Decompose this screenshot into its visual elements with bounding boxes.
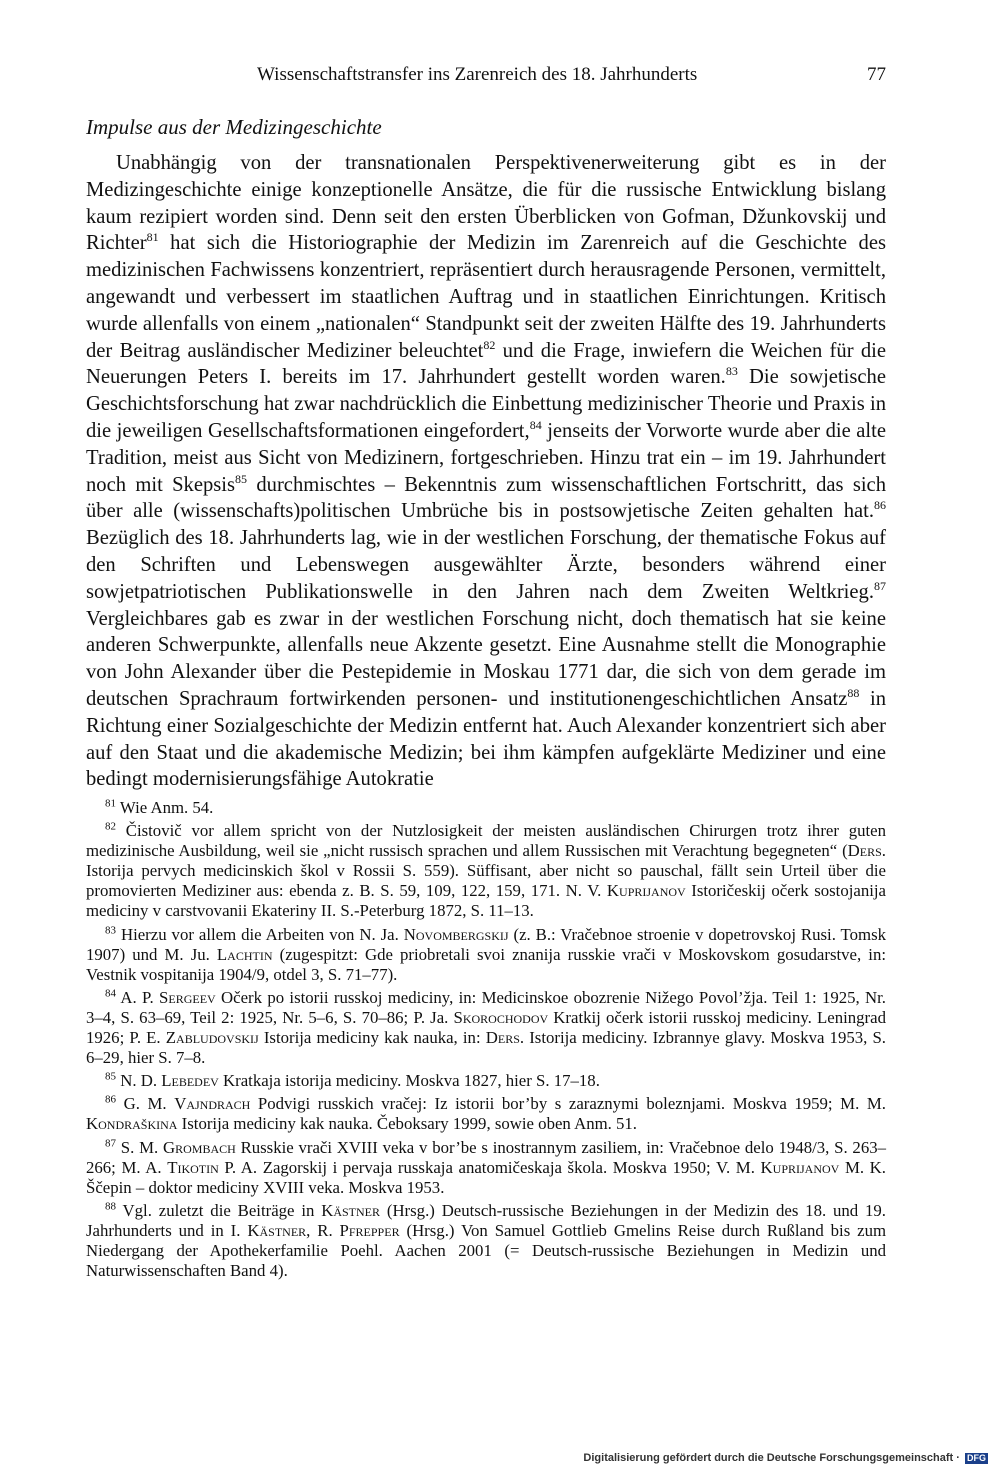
author-name: Zabludovskij xyxy=(165,1028,259,1048)
footnote-text: Očerk po istorii russkoj mediciny, in: Medicinskoe obozrenie Nižego Povol’žja. Teil 1: 1925, Nr. 3–4, S. 63–69, Teil 2: 1925, Nr. 5–6, S. 70–86; P. Ja. xyxy=(86,987,886,1027)
footnote-text: P. A. Zagorskij i pervaja russkaja anatomičeskaja škola. Moskva 1950; V. M. xyxy=(218,1157,761,1177)
footnote-text: (z. B.: Vračebnoe stroenie v dopetrovskoj Rusi. Tomsk 1907) und M. Ju. xyxy=(86,924,886,964)
footnote xyxy=(86,1138,886,1198)
footnote-number: 82 xyxy=(105,820,116,833)
footnote-text: (zugespitzt: Gde priobretali svoi znanija russkie vrači v Moskovskom gosudarstve, in: Vestnik vospitanija 1904/9, otdel 3, S. 71–77). xyxy=(86,944,886,984)
body-text-segment: durchmischtes – Bekenntnis zum wissenschaftlichen Fortschritt, das sich über alle (wissenschafts)politischen Umbrüche bis in postsowjetische Zeiten gehalten hat. xyxy=(86,473,886,523)
footnote-text: Istorija mediciny. Izbrannye glavy. Moskva 1953, S. 6–29, hier S. 7–8. xyxy=(86,1028,886,1068)
footnote-text: Istoričeskij očerk sostojanija mediciny v carstvovanii Ekateriny II. S.-Peterburg 1872, S. 11–13. xyxy=(86,881,886,921)
footnote xyxy=(86,925,886,985)
body-paragraph xyxy=(86,150,886,793)
footnote-text: Istorija mediciny kak nauka. Čeboksary 1999, sowie oben Anm. 51. xyxy=(177,1114,638,1134)
footnote-ref: 82 xyxy=(483,337,496,352)
footnote-ref: 86 xyxy=(874,498,886,513)
footer-text: Digitalisierung gefördert durch die Deutsche Forschungsgemeinschaft · xyxy=(583,1452,960,1464)
running-header xyxy=(86,64,886,90)
footnote xyxy=(86,1071,886,1091)
footnote-text: G. M. xyxy=(123,1094,175,1114)
footnote xyxy=(86,821,886,921)
body-text-segment: Vergleichbares gab es zwar in der westlichen Forschung nicht, doch thematisch hat sie keine anderen Schwerpunkte, allenfalls neue Akzente gesetzt. Eine Ausnahme stellt die Monographie von John Alexander über die Pestepidemie in Moskau 1771 dar, die sich von dem gerade im deutschen Sprachraum fortwirkenden personen- und institutionengeschichtlichen Ansatz xyxy=(86,607,886,710)
author-name: Kästner xyxy=(321,1200,381,1220)
author-name: Kondraškina xyxy=(86,1114,178,1134)
page-number: 77 xyxy=(867,64,886,85)
footnote xyxy=(86,798,886,818)
footnote-ref: 85 xyxy=(235,471,248,486)
author-name: Vajndrach xyxy=(174,1094,251,1114)
footnote-text: (Hrsg.) Von Samuel Gottlieb Gmelins Reise durch Rußland bis zum Niedergang der Apothekerfamilie Poehl. Aachen 2001 (= Deutsch-russische Beziehungen in Medizin und Naturwissenschaften Band 4). xyxy=(86,1220,887,1281)
author-name: Kuprijanov xyxy=(606,881,686,901)
footnote-text: , R. xyxy=(306,1220,340,1240)
footnote-text: N. D. xyxy=(120,1071,162,1091)
body-text-segment: jenseits der Vorworte wurde aber die alte Tradition, meist aus Sicht von Medizinern, fortgeschrieben. Hinzu trat ein – im 19. Jahrhundert noch mit Skepsis xyxy=(86,419,886,496)
footnote-ref: 87 xyxy=(874,578,886,593)
author-name: Pfrepper xyxy=(339,1220,400,1240)
footnote-number: 87 xyxy=(105,1136,116,1149)
body-text-segment: in Richtung einer Sozialgeschichte der Medizin entfernt hat. Auch Alexander konzentriert sich aber auf den Staat und die akademische Medizin; bei ihm kämpfen aufgeklärte Mediziner und eine bedingt modernisierungsfähige Autokratie xyxy=(86,687,886,791)
digitization-footer xyxy=(583,1452,988,1464)
author-name: Lachtin xyxy=(216,944,273,964)
body-text-segment: Die sowjetische Geschichtsforschung hat zwar nachdrücklich die Einbettung medizinischer Theorie und Praxis in die jeweiligen Gesellschaftsformationen eingefordert, xyxy=(86,366,886,442)
author-name: Sergeev xyxy=(159,987,216,1007)
footnote-text: Istorija pervych medicinskich škol v Rossii S. 559). Süffisant, aber nicht so pauschal, fällt sein Urteil über die promovierten Mediziner aus: ebenda z. B. S. 59, 109, 122, 159, 171. N. V. xyxy=(86,861,886,901)
footnote-ref: 83 xyxy=(725,364,738,379)
footnote-ref: 84 xyxy=(529,418,542,433)
footnote-text: M. K. Ščepin – doktor mediciny XVIII veka. Moskva 1953. xyxy=(86,1157,886,1197)
section-title: Impulse aus der Medizingeschichte xyxy=(86,115,382,139)
footnote-text: S. M. xyxy=(120,1137,163,1157)
footnotes xyxy=(86,798,886,1284)
author-name: Ders. xyxy=(485,1028,525,1048)
author-name: Kästner xyxy=(247,1220,307,1240)
footnote-text: A. P. xyxy=(120,987,160,1007)
footnote-text: Podvigi russkich vračej: Iz istorii bor’by s zaraznymi boleznjami. Moskva 1959; M. M. xyxy=(250,1094,886,1114)
footnote-text: Kratkij očerk istorii russkoj mediciny. Leningrad 1926; P. E. xyxy=(86,1007,886,1048)
footnote-ref: 81 xyxy=(146,230,159,245)
body-text-segment: Bezüglich des 18. Jahrhunderts lag, wie in der westlichen Forschung, der thematische Fokus auf den Schriften und Lebenswegen ausgewählter Ärzte, besonders während einer sowjetpatriotischen Publikationswelle in den Jahren nach dem Zweiten Weltkrieg. xyxy=(86,527,886,603)
author-name: Skorochodov xyxy=(453,1007,549,1027)
footnote xyxy=(86,1201,886,1281)
body-text-segment: und die Frage, inwiefern die Weichen für die Neuerungen Peters I. bereits im 17. Jahrhundert gestellt worden waren. xyxy=(86,339,886,389)
footnote-number: 85 xyxy=(105,1070,116,1083)
dfg-logo: DFG xyxy=(967,1452,986,1463)
footnote-text: Istorija mediciny kak nauka, in: xyxy=(258,1028,486,1048)
footnote-text: Kratkaja istorija mediciny. Moskva 1827, hier S. 17–18. xyxy=(218,1071,600,1091)
footnote-number: 83 xyxy=(105,923,116,936)
author-name: Kuprijanov xyxy=(760,1157,840,1177)
footnote-number: 84 xyxy=(105,987,116,1000)
author-name: Lebedev xyxy=(161,1071,219,1091)
footnote-number: 88 xyxy=(105,1200,116,1213)
footnote-text: Wie Anm. 54. xyxy=(119,798,214,817)
footnote-text: (Hrsg.) Deutsch-russische Beziehungen in der Medizin des 18. und 19. Jahrhunderts und in I. xyxy=(86,1200,886,1240)
body-text xyxy=(86,150,886,793)
footnote-number: 81 xyxy=(105,797,116,810)
author-name: Ders. xyxy=(847,841,886,861)
author-name: Tikotin xyxy=(167,1157,219,1177)
footnote-text: Čistovič vor allem spricht von der Nutzlosigkeit der meisten ausländischen Chirurgen trotz ihrer guten medizinische Ausbildung, weil sie „nicht russisch sprachen und allem Russischen mit Verachtung begegneten“ ( xyxy=(86,821,886,861)
footnote xyxy=(86,988,886,1068)
footnote-number: 86 xyxy=(105,1093,116,1106)
body-text-segment: Unabhängig von der transnationalen Perspektivenerweiterung gibt es in der Medizingeschichte einige konzeptionelle Ansätze, die für die russische Entwicklung bislang kaum rezipiert worden sind. Denn seit den ersten Überblicken von Gofman, Džunkovskij und Richter xyxy=(86,152,886,255)
footnote-text: Vgl. zuletzt die Beiträge in xyxy=(122,1200,322,1220)
footnote-text: Russkie vrači XVIII veka v bor’be s inostrannym zasiliem, in: Vračebnoe delo 1948/3, S. 263–266; M. A. xyxy=(86,1137,886,1177)
running-title: Wissenschaftstransfer ins Zarenreich des 18. Jahrhunderts xyxy=(257,64,698,85)
author-name: Novombergskij xyxy=(403,924,509,944)
footnote-ref: 88 xyxy=(847,686,860,701)
footnote-text: Hierzu vor allem die Arbeiten von N. Ja. xyxy=(120,924,404,944)
body-text-segment: hat sich die Historiographie der Medizin im Zarenreich auf die Geschichte des medizinischen Fachwissens konzentriert, repräsentiert durch herausragende Personen, vermittelt, angewandt und verbessert im staatlichen Auftrag und in staatlichen Einrichtungen. Kritisch wurde allenfalls von einem „nationalen“ Standpunkt seit der zweiten Hälfte des 19. Jahrhunderts der Beitrag ausländischer Mediziner beleuchtet xyxy=(86,232,886,362)
footnote xyxy=(86,1094,886,1134)
author-name: Grombach xyxy=(162,1137,236,1157)
